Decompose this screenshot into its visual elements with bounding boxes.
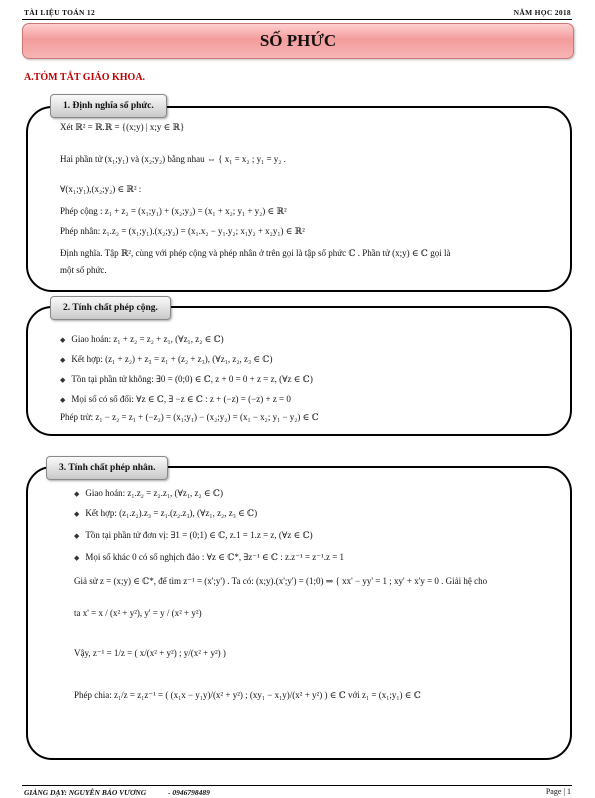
footer-author: GIẢNG DẠY: NGUYỄN BẢO VƯƠNG [24, 788, 147, 797]
multiplication-line-4: ◆ Mọi số khác 0 có số nghịch đảo : ∀z ∈ ℂ*, ∃z⁻¹ ∈ ℂ : z.z⁻¹ = z⁻¹.z = 1 [74, 552, 345, 562]
bullet-icon: ◆ [60, 376, 66, 384]
multiplication-line-8: Phép chia: z₁/z = z₁z⁻¹ = ( (x₁x − y₁y)/(x² + y²) ; (xy₁ − x₁y)/(x² + y²) ) ∈ ℂ với z₁ = (x₁;y₁) ∈ ℂ [74, 690, 421, 700]
multiplication-line-2: ◆ Kết hợp: (z₁.z₂).z₃ = z₁.(z₂.z₃), (∀z₁, z₂, z₃ ∈ ℂ) [74, 508, 258, 518]
addition-line-5: Phép trừ: z₁ − z₂ = z₁ + (−z₂) = (x₁;y₁) − (x₂;y₂) = (x₁ − x₂; y₁ − y₂) ∈ ℂ [60, 412, 319, 422]
definition-line-1: Xét ℝ² = ℝ.ℝ = {(x;y) | x;y ∈ ℝ} [60, 122, 185, 132]
definition-line-2: Hai phần tử (x₁;y₁) và (x₂;y₂) bằng nhau ⇔ { x₁ = x₂ ; y₁ = y₂ . [60, 154, 286, 164]
addition-line-2: ◆ Kết hợp: (z₁ + z₂) + z₃ = z₁ + (z₂ + z₃), (∀z₁, z₂, z₃ ∈ ℂ) [60, 354, 273, 364]
footer-divider [22, 785, 572, 786]
addition-line-3: ◆ Tồn tại phần tử không: ∃0 = (0;0) ∈ ℂ, z + 0 = 0 + z = z, (∀z ∈ ℂ) [60, 374, 313, 384]
section-heading: A.TÓM TẮT GIÁO KHOA. [24, 72, 146, 83]
addition-heading: 2. Tính chất phép cộng. [63, 303, 158, 313]
definition-line-7: một số phức. [60, 265, 107, 275]
bullet-icon: ◆ [74, 510, 80, 518]
multiplication-line-5: Giả sử z = (x;y) ∈ ℂ*, để tìm z⁻¹ = (x';y') . Ta có: (x;y).(x';y') = (1;0) ⇒ { xx' − yy' = 1 ; xy' + x'y = 0 . Giải hệ cho [74, 576, 488, 586]
bullet-icon: ◆ [60, 336, 66, 344]
header-left: TÀI LIỆU TOÁN 12 [24, 8, 95, 17]
definition-line-4: Phép cộng : z₁ + z₂ = (x₁;y₁) + (x₂;y₂) = (x₁ + x₂; y₁ + y₂) ∈ ℝ² [60, 206, 287, 216]
header-divider [22, 19, 572, 20]
definition-line-6: Định nghĩa. Tập ℝ², cùng với phép cộng và phép nhân ở trên gọi là tập số phức ℂ . Phần tử (x;y) ∈ ℂ gọi là [60, 248, 451, 258]
multiplication-line-3: ◆ Tồn tại phần tử đơn vị: ∃1 = (0;1) ∈ ℂ, z.1 = 1.z = z, (∀z ∈ ℂ) [74, 530, 313, 540]
multiplication-line-1: ◆ Giao hoán: z₁.z₂ = z₂.z₁, (∀z₁, z₂ ∈ ℂ) [74, 488, 224, 498]
page-number: Page | 1 [545, 787, 571, 796]
definition-line-3: ∀(x₁;y₁),(x₂;y₂) ∈ ℝ² : [60, 184, 142, 194]
bullet-icon: ◆ [74, 532, 80, 540]
addition-line-4: ◆ Mọi số có số đối: ∀z ∈ ℂ, ∃ −z ∈ ℂ : z + (−z) = (−z) + z = 0 [60, 394, 291, 404]
multiplication-heading: 3. Tính chất phép nhân. [59, 463, 156, 473]
addition-line-1: ◆ Giao hoán: z₁ + z₂ = z₂ + z₁, (∀z₁, z₂ ∈ ℂ) [60, 334, 224, 344]
definition-line-5: Phép nhân: z₁.z₂ = (x₁;y₁).(x₂;y₂) = (x₁.x₂ − y₁.y₂; x₁y₂ + x₂y₁) ∈ ℝ² [60, 226, 305, 236]
page-title-banner [22, 23, 574, 59]
multiplication-line-6: ta x' = x / (x² + y²), y' = y / (x² + y²) [74, 608, 202, 618]
addition-box [26, 306, 572, 436]
addition-heading-tab [50, 296, 171, 320]
definition-heading: 1. Định nghĩa số phức. [63, 101, 154, 111]
multiplication-heading-tab [46, 456, 168, 480]
bullet-icon: ◆ [60, 396, 66, 404]
multiplication-box [26, 466, 572, 760]
footer-phone: - 0946798489 [168, 788, 210, 797]
definition-box [26, 106, 572, 292]
header-right: NĂM HỌC 2018 [513, 8, 571, 17]
multiplication-line-7: Vậy, z⁻¹ = 1/z = ( x/(x² + y²) ; y/(x² + y²) ) [74, 648, 226, 658]
definition-heading-tab [50, 94, 167, 118]
bullet-icon: ◆ [74, 490, 80, 498]
bullet-icon: ◆ [74, 554, 80, 562]
bullet-icon: ◆ [60, 356, 66, 364]
page-title: SỐ PHỨC [259, 31, 337, 50]
